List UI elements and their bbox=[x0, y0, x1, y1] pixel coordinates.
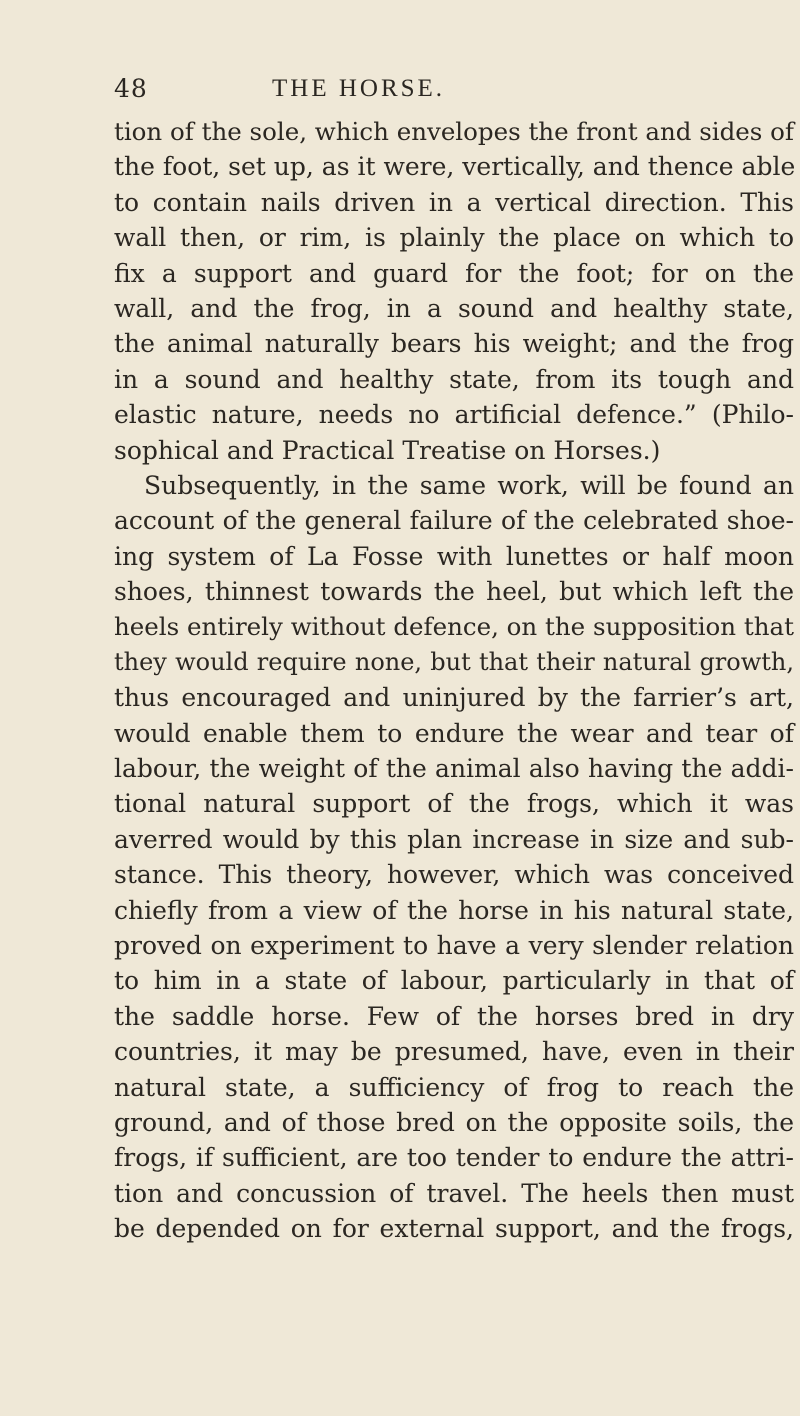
text-line: countries, it may be presumed, have, even in their bbox=[114, 1037, 794, 1067]
text-line: account of the general failure of the celebrated shoe- bbox=[114, 506, 794, 536]
text-line: tional natural support of the frogs, which it was bbox=[114, 789, 794, 819]
text-line: ground, and of those bred on the opposite soils, the bbox=[114, 1107, 794, 1137]
text-line: averred would by this plan increase in size and sub- bbox=[114, 824, 794, 854]
body-text bbox=[114, 114, 794, 1247]
text-line: the animal naturally bears his weight; and the frog bbox=[114, 329, 794, 359]
text-line: thus encouraged and uninjured by the farrier’s art, bbox=[114, 683, 794, 713]
text-line: chiefly from a view of the horse in his natural state, bbox=[114, 895, 794, 925]
text-line: stance. This theory, however, which was conceived bbox=[114, 860, 794, 890]
page-number: 48 bbox=[114, 74, 148, 103]
text-line: to him in a state of labour, particularly in that of bbox=[114, 966, 794, 996]
page-header bbox=[114, 74, 794, 106]
text-line: wall then, or rim, is plainly the place on which to bbox=[114, 223, 794, 253]
text-line: tion and concussion of travel. The heels then must bbox=[114, 1178, 794, 1208]
text-line: wall, and the frog, in a sound and healthy state, bbox=[114, 293, 794, 323]
text-line: be depended on for external support, and the frogs, bbox=[114, 1214, 794, 1244]
text-line: proved on experiment to have a very slender relation bbox=[114, 930, 794, 960]
text-line: heels entirely without defence, on the supposition that bbox=[114, 612, 794, 642]
text-line: elastic nature, needs no artificial defence.” (Philo- bbox=[114, 400, 794, 430]
text-line: in a sound and healthy state, from its tough and bbox=[114, 364, 794, 394]
text-line: they would require none, but that their natural growth, bbox=[114, 647, 794, 676]
text-line: the foot, set up, as it were, vertically, and thence able bbox=[114, 152, 796, 182]
text-line: tion of the sole, which envelopes the front and sides of bbox=[114, 117, 794, 146]
text-line: labour, the weight of the animal also having the addi- bbox=[114, 754, 794, 784]
text-line: sophical and Practical Treatise on Horses.) bbox=[114, 435, 661, 465]
text-line: would enable them to endure the wear and tear of bbox=[114, 718, 794, 748]
text-line: natural state, a sufficiency of frog to reach the bbox=[114, 1072, 794, 1102]
text-line: Subsequently, in the same work, will be found an bbox=[144, 470, 794, 500]
text-line: shoes, thinnest towards the heel, but which left the bbox=[114, 577, 794, 607]
text-line: to contain nails driven in a vertical direction. This bbox=[114, 187, 794, 217]
text-line: ing system of La Fosse with lunettes or half moon bbox=[114, 541, 794, 571]
text-line: fix a support and guard for the foot; for on the bbox=[114, 258, 794, 288]
text-line: the saddle horse. Few of the horses bred in dry bbox=[114, 1001, 794, 1031]
text-line: frogs, if sufficient, are too tender to endure the attri- bbox=[114, 1143, 794, 1173]
running-title: THE HORSE. bbox=[272, 75, 446, 102]
